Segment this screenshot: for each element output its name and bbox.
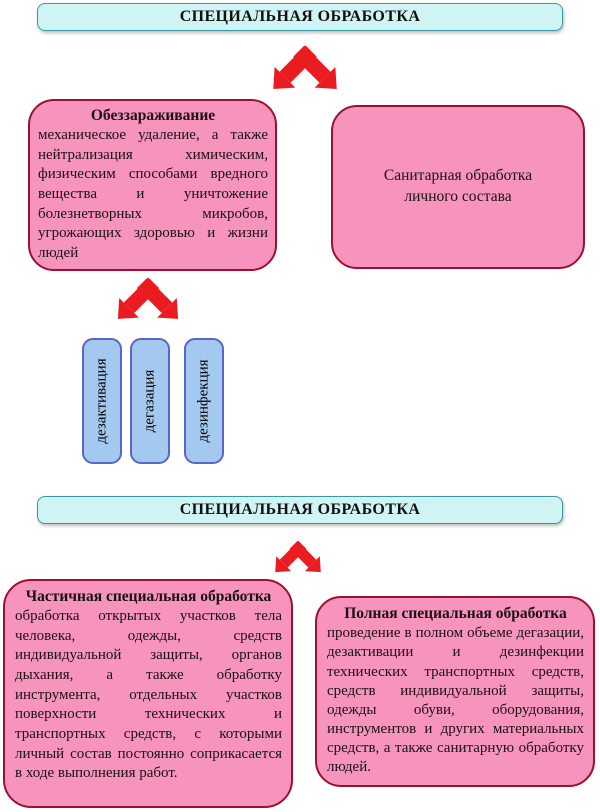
full-treatment-title: Полная специальная обработка: [344, 605, 567, 622]
sanitary-treatment-label: Санитарная обработка личного состава: [383, 167, 533, 205]
method-deactivation-box: [82, 338, 122, 464]
decontamination-title: Обеззараживание: [90, 107, 216, 124]
method-degassing-label: дегазация: [141, 369, 158, 433]
partial-special-treatment-box: [3, 579, 293, 808]
method-disinfection-box: [184, 338, 224, 464]
method-disinfection-label: дезинфекция: [195, 359, 212, 443]
full-treatment-body: проведение в полном объеме дегазации, дезактивации и дезинфекции технических транспортных средств, средств индивидуальной защиты, одежды обуви, оборудования, инструментов и других материальных средств, а также санитарную обработку людей.: [327, 625, 584, 776]
banner-bottom-label: СПЕЦИАЛЬНАЯ ОБРАБОТКА: [179, 501, 421, 518]
full-special-treatment-box: [315, 596, 595, 787]
decontamination-body: механическое удаление, а также нейтрализация химическим, физическим способами вредного вещества и уничтожение болезнетворных микробов, угрожающих здоровью и жизни людей: [38, 127, 268, 261]
partial-treatment-title: Частичная специальная обработка: [25, 588, 272, 605]
banner-top-label: СПЕЦИАЛЬНАЯ ОБРАБОТКА: [179, 8, 421, 25]
partial-treatment-body: обработка открытых участков тела человека, одежды, средств индивидуальной защиты, органов дыхания, а также обработку инструмента, отдельных участков поверхности технических и транспортных средств, с которыми личный состав постоянно соприкасается в ходе выполнения работ.: [15, 608, 282, 782]
banner-special-treatment-top: [37, 3, 563, 31]
sanitary-treatment-box: [331, 105, 585, 269]
decontamination-box: [28, 99, 277, 271]
method-deactivation-label: дезактивация: [93, 358, 110, 444]
split-arrow-icon: [270, 535, 326, 579]
banner-special-treatment-bottom: [37, 496, 563, 524]
method-degassing-box: [130, 338, 170, 464]
split-arrow-icon: [266, 42, 344, 94]
split-arrow-icon: [111, 274, 185, 324]
